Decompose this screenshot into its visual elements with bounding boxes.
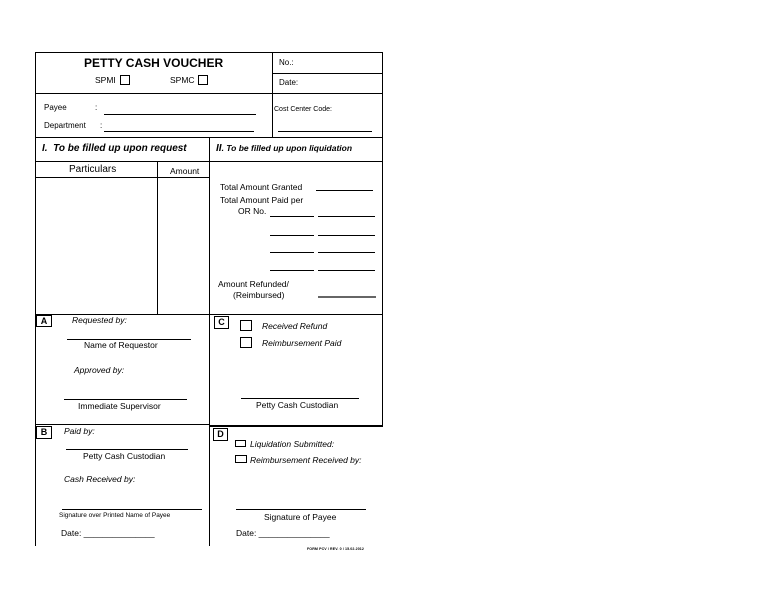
section-b-badge: B — [36, 426, 52, 439]
section-d-badge: D — [213, 428, 228, 441]
cost-center-label: Cost Center Code: — [274, 106, 332, 113]
reimbursement-paid-label: Reimbursement Paid — [262, 338, 342, 348]
or-no-label: OR No. — [238, 206, 267, 216]
voucher-no-label: No.: — [279, 58, 294, 67]
cost-center-field[interactable] — [278, 131, 372, 132]
total-granted-field[interactable] — [316, 190, 373, 191]
part1-heading-text: To be filled up upon request — [53, 143, 187, 154]
liquidation-submitted-checkbox[interactable] — [235, 440, 246, 447]
cash-received-by-label: Cash Received by: — [64, 474, 136, 484]
approved-by-label: Approved by: — [74, 365, 125, 375]
payee-b-signature-line[interactable] — [62, 509, 202, 510]
spmi-checkbox[interactable] — [120, 75, 130, 85]
or-no-field-4[interactable] — [270, 270, 314, 271]
col-amount: Amount — [170, 166, 200, 176]
payee-d-signature-line[interactable] — [236, 509, 366, 510]
amount-paid-field-4[interactable] — [318, 270, 375, 271]
department-colon: : — [100, 121, 103, 130]
reimbursement-paid-checkbox[interactable] — [240, 337, 252, 348]
total-granted-label: Total Amount Granted — [220, 182, 303, 192]
custodian-b-label: Petty Cash Custodian — [83, 451, 166, 461]
payee-field[interactable] — [104, 114, 256, 115]
received-refund-label: Received Refund — [262, 321, 328, 331]
department-label: Department — [44, 121, 86, 130]
date-d-field[interactable]: Date: _______________ — [236, 528, 330, 538]
total-paid-label: Total Amount Paid per — [220, 195, 304, 205]
part2-heading-text: . To be filled up upon liquidation — [221, 143, 353, 153]
reimbursed-label: (Reimbursed) — [233, 290, 285, 300]
spmi-label: SPMI — [95, 75, 116, 85]
custodian-c-label: Petty Cash Custodian — [256, 400, 339, 410]
payee-colon: : — [95, 103, 98, 112]
or-no-field-1[interactable] — [270, 216, 314, 217]
reimbursement-received-checkbox[interactable] — [235, 455, 247, 463]
voucher-date-label: Date: — [279, 78, 299, 87]
or-no-field-2[interactable] — [270, 235, 314, 236]
section-a-badge: A — [36, 315, 52, 327]
amount-refunded-field[interactable] — [318, 296, 376, 298]
date-b-field[interactable]: Date: _______________ — [61, 528, 155, 538]
supervisor-signature-line[interactable] — [64, 399, 187, 400]
custodian-c-signature-line[interactable] — [241, 398, 359, 399]
amount-refunded-label: Amount Refunded/ — [218, 279, 289, 289]
part1-numeral: I. — [42, 143, 48, 154]
form-title: PETTY CASH VOUCHER — [84, 56, 224, 70]
amount-paid-field-3[interactable] — [318, 252, 375, 253]
signature-printed-name: Signature over Printed Name of Payee — [59, 512, 171, 519]
paid-by-label: Paid by: — [64, 426, 95, 436]
paid-by-signature-line[interactable] — [66, 449, 188, 450]
department-field[interactable] — [104, 131, 254, 132]
amount-paid-field-1[interactable] — [318, 216, 375, 217]
spmc-label: SPMC — [170, 75, 195, 85]
or-no-field-3[interactable] — [270, 252, 314, 253]
liquidation-submitted-label: Liquidation Submitted: — [250, 439, 335, 449]
amount-paid-field-2[interactable] — [318, 235, 375, 236]
section-c-badge: C — [214, 316, 229, 329]
spmc-checkbox[interactable] — [198, 75, 208, 85]
part1-heading — [42, 144, 187, 154]
form-code: FORM PCV / REV. 0 / 15.02.2012 — [307, 547, 364, 551]
part2-heading — [216, 144, 352, 154]
col-particulars: Particulars — [69, 164, 117, 175]
requested-by-label: Requested by: — [72, 315, 127, 325]
received-refund-checkbox[interactable] — [240, 320, 252, 331]
signature-of-payee: Signature of Payee — [264, 512, 337, 522]
immediate-supervisor: Immediate Supervisor — [78, 401, 161, 411]
payee-label: Payee — [44, 103, 67, 112]
reimbursement-received-label: Reimbursement Received by: — [250, 455, 362, 465]
name-of-requestor: Name of Requestor — [84, 340, 158, 350]
part2-numeral: II — [216, 143, 222, 154]
